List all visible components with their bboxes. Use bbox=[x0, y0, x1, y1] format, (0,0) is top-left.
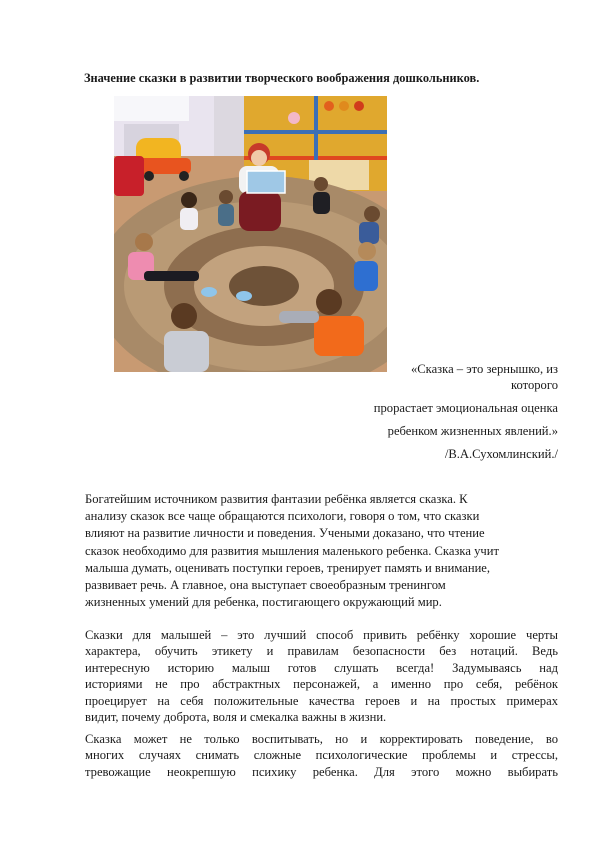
paragraph-line: Сказка может не только воспитывать, но и корректировать поведение, во bbox=[85, 732, 558, 746]
paragraph-line: сказок необходимо для развития мышления маленького ребенка. Сказка учит bbox=[85, 543, 499, 558]
paragraph-line: историями не про абстрактных персонажей, а именно про себя, ребёнок bbox=[85, 677, 558, 692]
paragraph-line: малыша думать, оценивать поступки героев, тренирует память и внимание, bbox=[85, 560, 491, 575]
paragraph-2 bbox=[85, 627, 558, 725]
paragraph-line: интересную историю малыш готов слушать всегда! Задумываясь над bbox=[85, 660, 558, 675]
paragraph-line: видит, почему доброта, воля и смекалка важны в жизни. bbox=[85, 710, 387, 725]
paragraph-line: многих случаях снимать сложные психологические проблемы и стрессы, bbox=[85, 748, 558, 763]
classroom-photo bbox=[114, 96, 387, 372]
paragraph-line: тревожащие неокрепшую психику ребенка. Для этого можно выбирать bbox=[85, 764, 558, 779]
paragraph-line: жизненных умений для ребенка, постигающего окружающий мир. bbox=[85, 595, 442, 610]
document-title: Значение сказки в развитии творческого воображения дошкольников. bbox=[84, 71, 480, 85]
paragraph-line: характера, обучить этикету и правилам безопасности без нотаций. Ведь bbox=[85, 644, 558, 659]
paragraph-1 bbox=[85, 491, 558, 611]
classroom-photo-icon bbox=[114, 96, 387, 372]
paragraph-line: Сказки для малышей – это лучший способ привить ребёнку хорошие черты bbox=[85, 628, 558, 642]
paragraph-line: развивает речь. А главное, она выступает своеобразным тренингом bbox=[85, 578, 446, 593]
epigraph-line: ребенком жизненных явлений.» bbox=[387, 424, 558, 438]
epigraph-line: которого bbox=[511, 378, 558, 392]
epigraph-line: «Сказка – это зернышко, из bbox=[410, 362, 558, 376]
epigraph-author: /В.А.Сухомлинский./ bbox=[444, 447, 558, 461]
paragraph-line: анализу сказок все чаще обращаются психологи, говоря о том, что сказки bbox=[85, 509, 480, 524]
paragraph-line: проецирует на себя положительные качества героев и на простых примерах bbox=[85, 693, 558, 708]
epigraph-line: прорастает эмоциональная оценка bbox=[373, 401, 558, 415]
paragraph-3 bbox=[85, 731, 558, 780]
paragraph-line: влияют на развитие личности и поведения. Учеными доказано, что чтение bbox=[85, 526, 485, 541]
paragraph-line: Богатейшим источником развития фантазии ребёнка является сказка. К bbox=[85, 492, 468, 506]
